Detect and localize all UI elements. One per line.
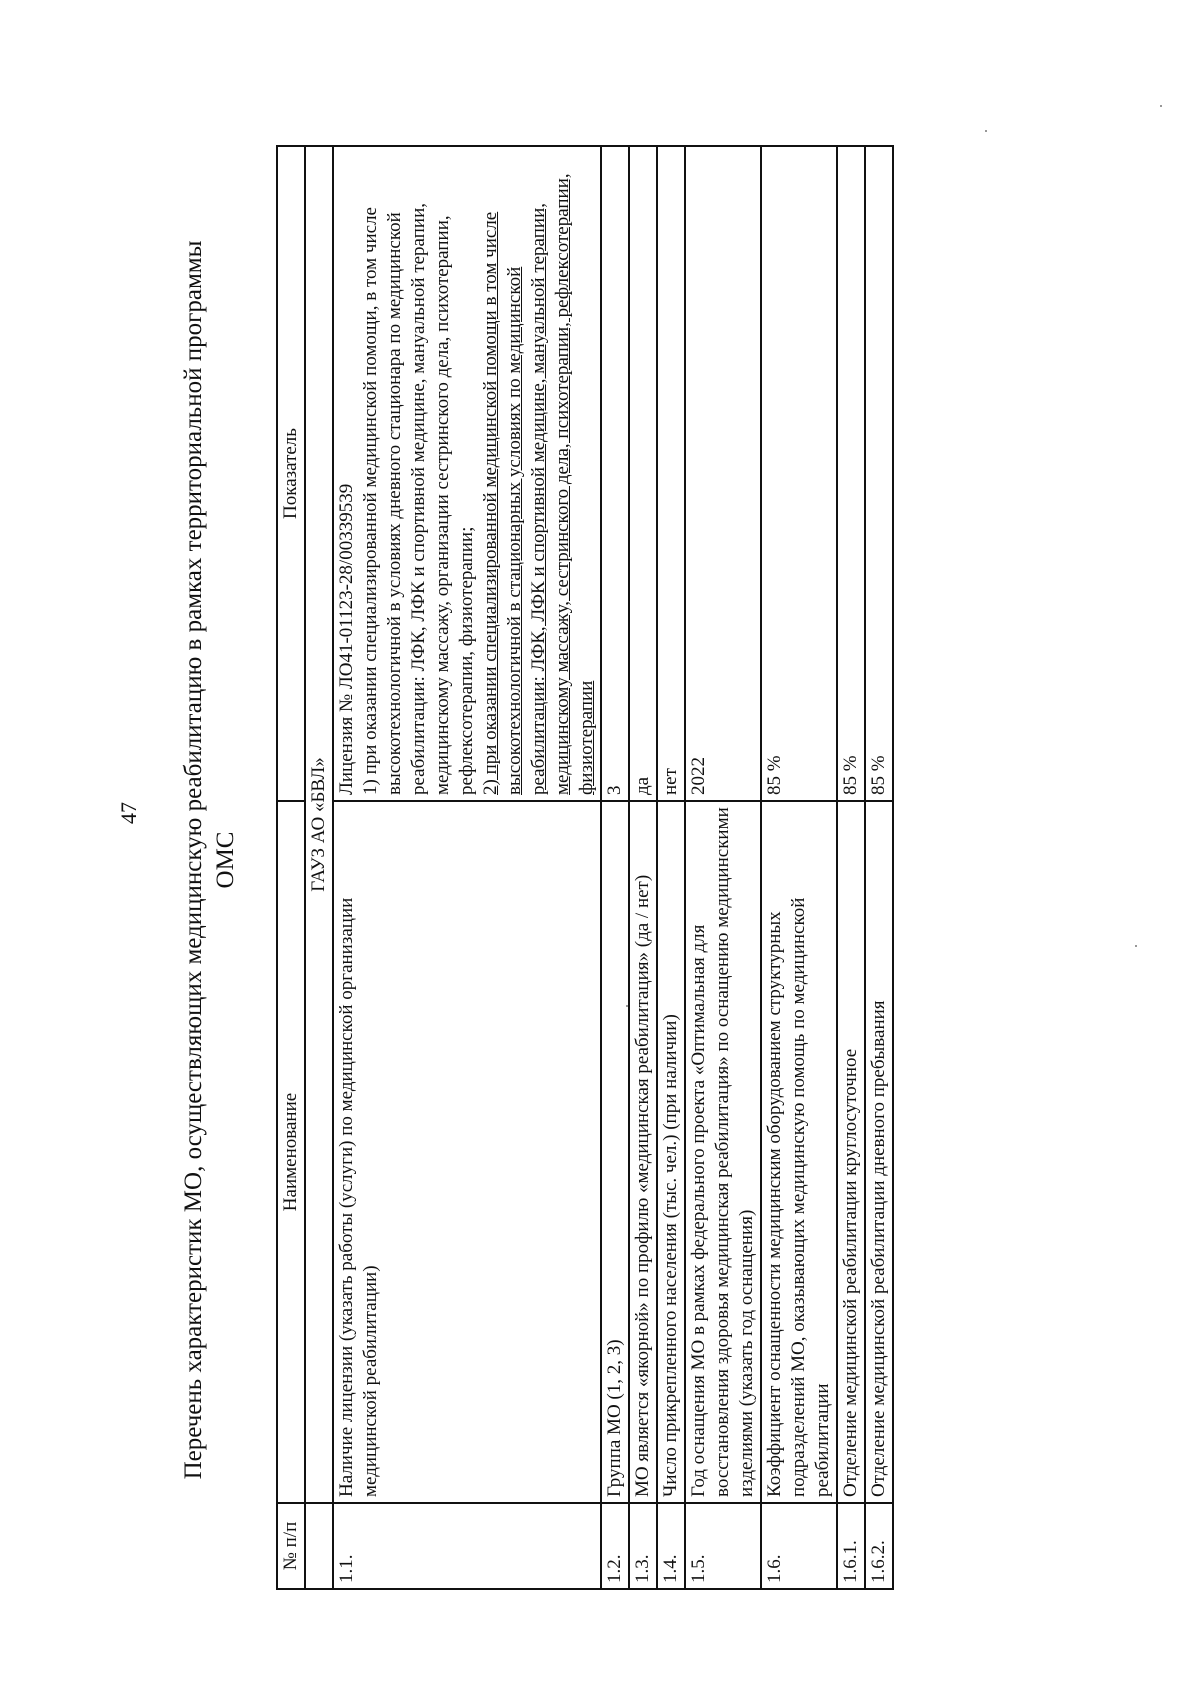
header-value: Показатель [277,146,305,801]
row-name: Наличие лицензии (указать работы (услуги) по медицинской организации медицинской реабилитации) [333,801,601,1503]
row-num: 1.3. [629,1503,657,1589]
row-num: 1.6.2. [865,1503,893,1589]
table-row [685,146,761,1589]
table-row [761,146,837,1589]
scan-speck [626,1005,628,1007]
row-value: 2022 [685,146,761,801]
row-value [333,146,601,801]
title-line-2: ОМС [212,831,239,889]
scan-speck [1135,945,1137,947]
page-number: 47 [116,802,141,824]
table-row [333,146,601,1589]
row-num: 1.1. [333,1503,601,1589]
row-value: 3 [601,146,629,801]
row-name: Коэффициент оснащенности медицинским оборудованием структурных подразделений МО, оказывающих медицинскую помощь по медицинской реабилитации [761,801,837,1503]
table-row [837,146,865,1589]
row-name: Группа МО (1, 2, 3) [601,801,629,1503]
document-title [178,130,242,1590]
table-header-row [277,146,305,1589]
table-row [601,146,629,1589]
row-num: 1.5. [685,1503,761,1589]
org-row-num [305,1503,333,1589]
license-item-1: 1) при оказании специализированной медицинской помощи, в том числе высокотехнологичной в условиях дневного стационара по медицинской реабилитации: ЛФК, ЛФК и спортивной медицине, мануальной терапии, медицинскому массажу, организации сестринского дела, психотерапии, рефлексотерапии, физиотерапии; [360,203,477,795]
table-row [629,146,657,1589]
row-num: 1.6.1. [837,1503,865,1589]
row-name: Год оснащения МО в рамках федерального проекта «Оптимальная для восстановления здоровья медицинская реабилитация» по оснащению медицинскими изделиями (указать год оснащения) [685,801,761,1503]
rotated-page-content [178,130,1178,1590]
license-number: Лицензия № ЛО41-01123-28/00339539 [336,483,357,795]
row-name: Число прикрепленного населения (тыс. чел.) (при наличии) [657,801,685,1503]
scan-speck [985,130,987,132]
row-name: Отделение медицинской реабилитации круглосуточное [837,801,865,1503]
header-num: № п/п [277,1503,305,1589]
characteristics-table [276,145,894,1590]
scan-speck [1160,105,1162,107]
title-line-1: Перечень характеристик МО, осуществляющих медицинскую реабилитацию в рамках территориальной программы [180,240,207,1480]
row-value: да [629,146,657,801]
row-num: 1.4. [657,1503,685,1589]
table-row [657,146,685,1589]
row-name: МО является «якорной» по профилю «медицинская реабилитация» (да / нет) [629,801,657,1503]
header-name: Наименование [277,801,305,1503]
row-num: 1.2. [601,1503,629,1589]
org-row [305,146,333,1589]
license-item-2: 2) при оказании специализированной медицинской помощи в том числе высокотехнологичной в стационарных условиях по медицинской реабилитации: ЛФК, ЛФК и спортивной медицине, мануальной терапии, медицинскому массажу, сестринского дела, психотерапии, рефлексотерапии, физиотерапии [480,173,597,795]
row-name: Отделение медицинской реабилитации дневного пребывания [865,801,893,1503]
row-value: нет [657,146,685,801]
row-value: 85 % [865,146,893,801]
row-num: 1.6. [761,1503,837,1589]
row-value: 85 % [761,146,837,801]
row-value: 85 % [837,146,865,801]
org-name: ГАУЗ АО «БВЛ» [305,146,333,1503]
table-row [865,146,893,1589]
